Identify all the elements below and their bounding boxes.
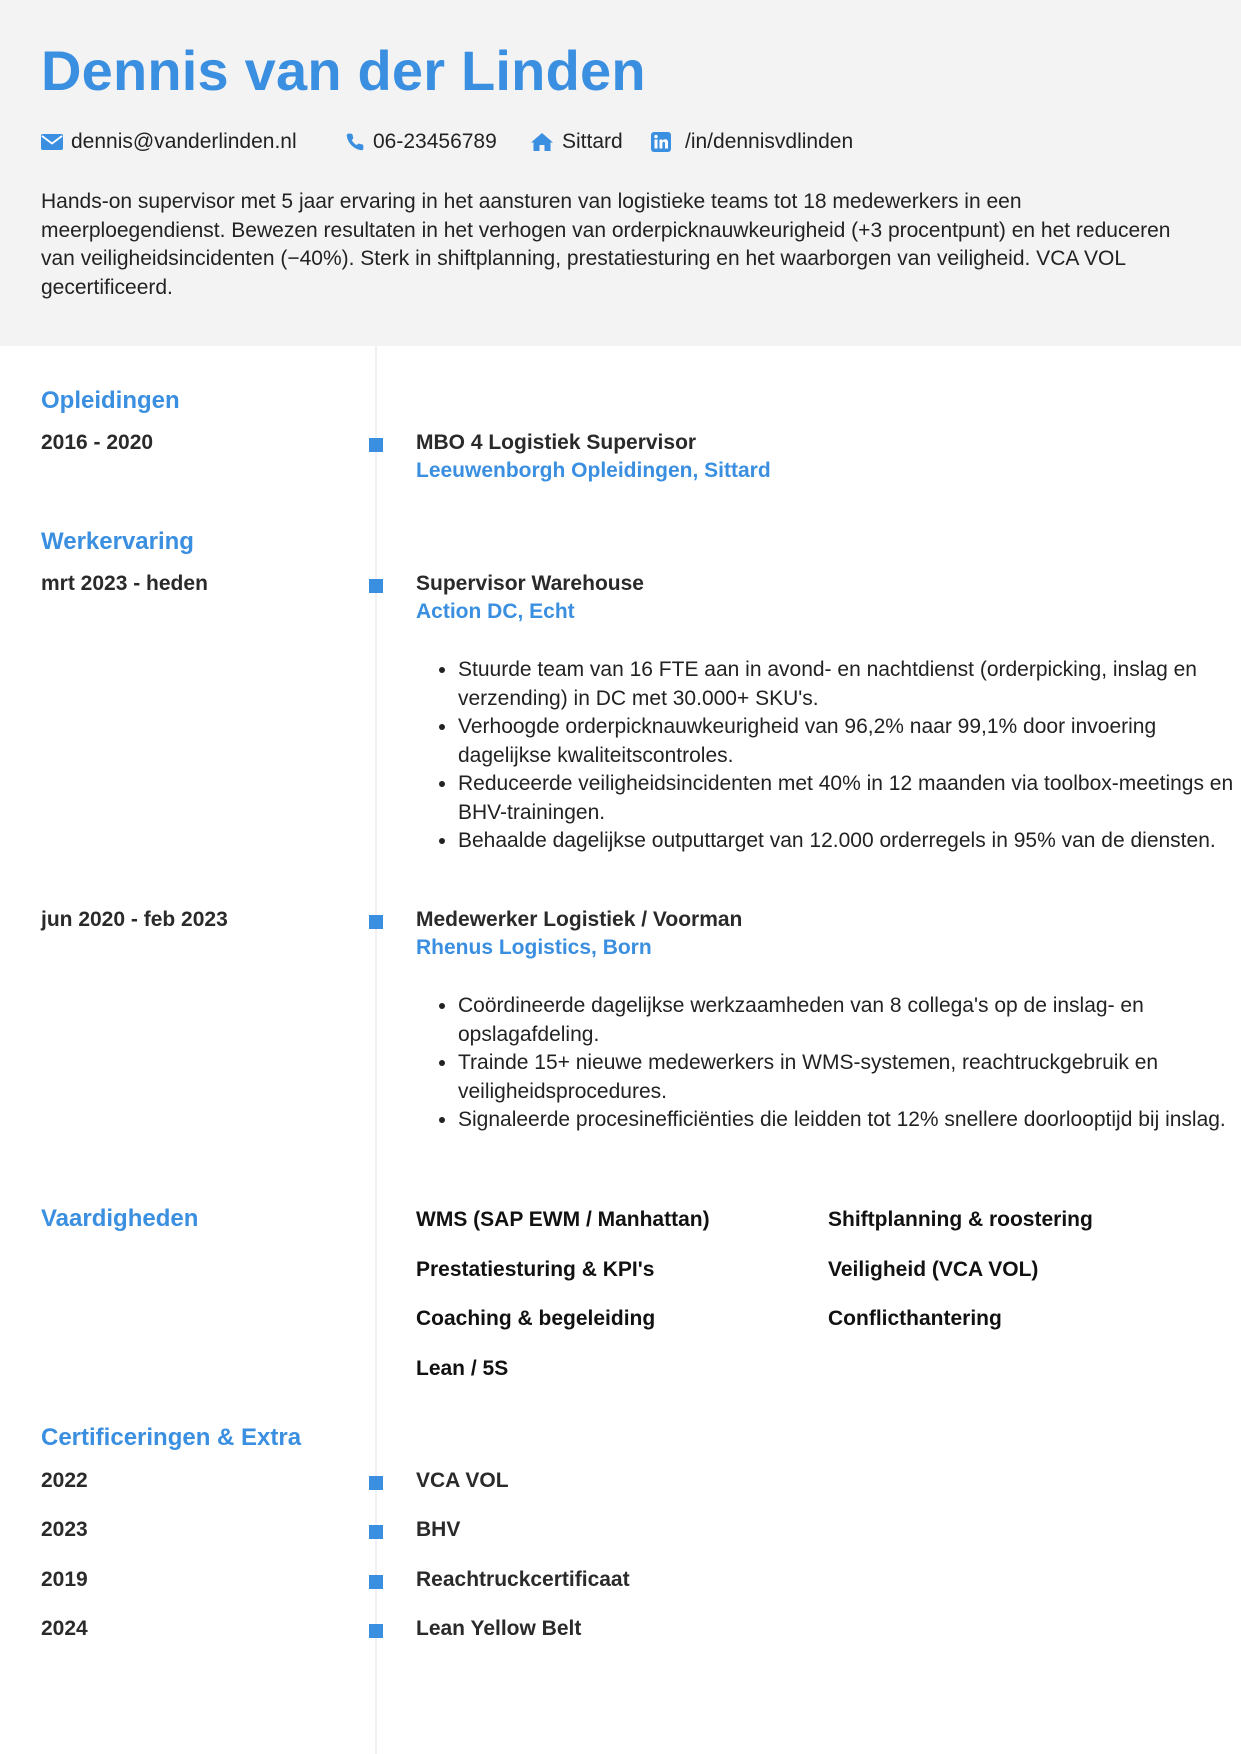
achievement-item: • Stuurde team van 16 FTE aan in avond- en nachtdienst (orderpicking, inslag en verzending) in DC met 30.000+ SKU's.: [458, 656, 1241, 713]
candidate-name: Dennis van der Linden: [41, 39, 646, 102]
linkedin-text: /in/dennisvdlinden: [685, 130, 854, 153]
job-company: Rhenus Logistics, Born: [416, 936, 652, 959]
timeline-marker: [369, 1624, 383, 1638]
phone-text: 06-23456789: [373, 130, 497, 153]
education-period: 2016 - 2020: [41, 431, 154, 454]
achievement-item: • Verhoogde orderpicknauwkeurigheid van 96,2% naar 99,1% door invoering dagelijkse kwaliteitscontroles.: [458, 713, 1241, 770]
contact-linkedin[interactable]: [651, 127, 853, 157]
certification-name: Lean Yellow Belt: [416, 1617, 582, 1640]
job-period: mrt 2023 - heden: [41, 572, 208, 595]
timeline-marker: [369, 438, 383, 452]
timeline-marker: [369, 1476, 383, 1490]
achievement-item: • Behaalde dagelijkse outputtarget van 12.000 orderregels in 95% van de diensten.: [458, 827, 1241, 856]
certification-name: BHV: [416, 1518, 461, 1541]
certification-year: 2019: [41, 1568, 88, 1591]
skill-item: Shiftplanning & roostering: [828, 1208, 1093, 1231]
section-title-skills: Vaardigheden: [41, 1205, 199, 1232]
achievement-item: • Trainde 15+ nieuwe medewerkers in WMS-systemen, reachtruckgebruik en veiligheidsprocedures.: [458, 1049, 1241, 1106]
job-role: Medewerker Logistiek / Voorman: [416, 908, 743, 931]
header-panel: [0, 0, 1241, 346]
job-company: Action DC, Echt: [416, 600, 575, 623]
job-role: Supervisor Warehouse: [416, 572, 644, 595]
certification-year: 2023: [41, 1518, 88, 1541]
envelope-icon: [41, 134, 63, 150]
timeline-marker: [369, 915, 383, 929]
timeline-marker: [369, 579, 383, 593]
section-title-experience: Werkervaring: [41, 528, 194, 555]
skill-item: WMS (SAP EWM / Manhattan): [416, 1208, 710, 1231]
job-achievements: [416, 992, 1241, 1135]
achievement-item: • Coördineerde dagelijkse werkzaamheden van 8 collega's op de inslag- en opslagafdeling.: [458, 992, 1241, 1049]
contact-email[interactable]: [41, 127, 297, 157]
achievement-item: • Signaleerde procesinefficiënties die leidden tot 12% snellere doorlooptijd bij inslag.: [458, 1106, 1241, 1135]
skill-item: Veiligheid (VCA VOL): [828, 1258, 1039, 1281]
skill-item: Coaching & begeleiding: [416, 1307, 656, 1330]
certification-year: 2022: [41, 1469, 88, 1492]
skill-item: Prestatiesturing & KPI's: [416, 1258, 655, 1281]
city-text: Sittard: [562, 130, 623, 153]
certification-year: 2024: [41, 1617, 88, 1640]
linkedin-icon: [651, 132, 671, 152]
timeline-marker: [369, 1575, 383, 1589]
education-degree: MBO 4 Logistiek Supervisor: [416, 431, 697, 454]
contact-city: [530, 127, 623, 157]
skill-item: Conflicthantering: [828, 1307, 1002, 1330]
education-school: Leeuwenborgh Opleidingen, Sittard: [416, 459, 771, 482]
timeline-divider: [375, 346, 377, 1754]
certification-name: Reachtruckcertificaat: [416, 1568, 630, 1591]
section-title-certifications: Certificeringen & Extra: [41, 1424, 302, 1451]
section-title-education: Opleidingen: [41, 387, 180, 414]
timeline-marker: [369, 1525, 383, 1539]
profile-summary: Hands-on supervisor met 5 jaar ervaring in het aansturen van logistieke teams tot 18 medewerkers in een meerploegendienst. Bewezen resultaten in het verhogen van orderpicknauwkeurigheid (+3 procentpunt) en het reduceren van veiligheidsincidenten (−40%). Sterk in shiftplanning, prestatiesturing en het waarborgen van veiligheid. VCA VOL gecertificeerd.: [41, 190, 1171, 299]
skill-item: Lean / 5S: [416, 1357, 509, 1380]
home-icon: [530, 132, 554, 152]
certification-name: VCA VOL: [416, 1469, 509, 1492]
achievement-item: • Reduceerde veiligheidsincidenten met 40% in 12 maanden via toolbox-meetings en BHV-trainingen.: [458, 770, 1241, 827]
email-text: dennis@vanderlinden.nl: [71, 130, 297, 153]
phone-icon: [345, 132, 365, 152]
job-achievements: [416, 656, 1241, 856]
contact-phone[interactable]: [345, 127, 497, 157]
job-period: jun 2020 - feb 2023: [41, 908, 228, 931]
